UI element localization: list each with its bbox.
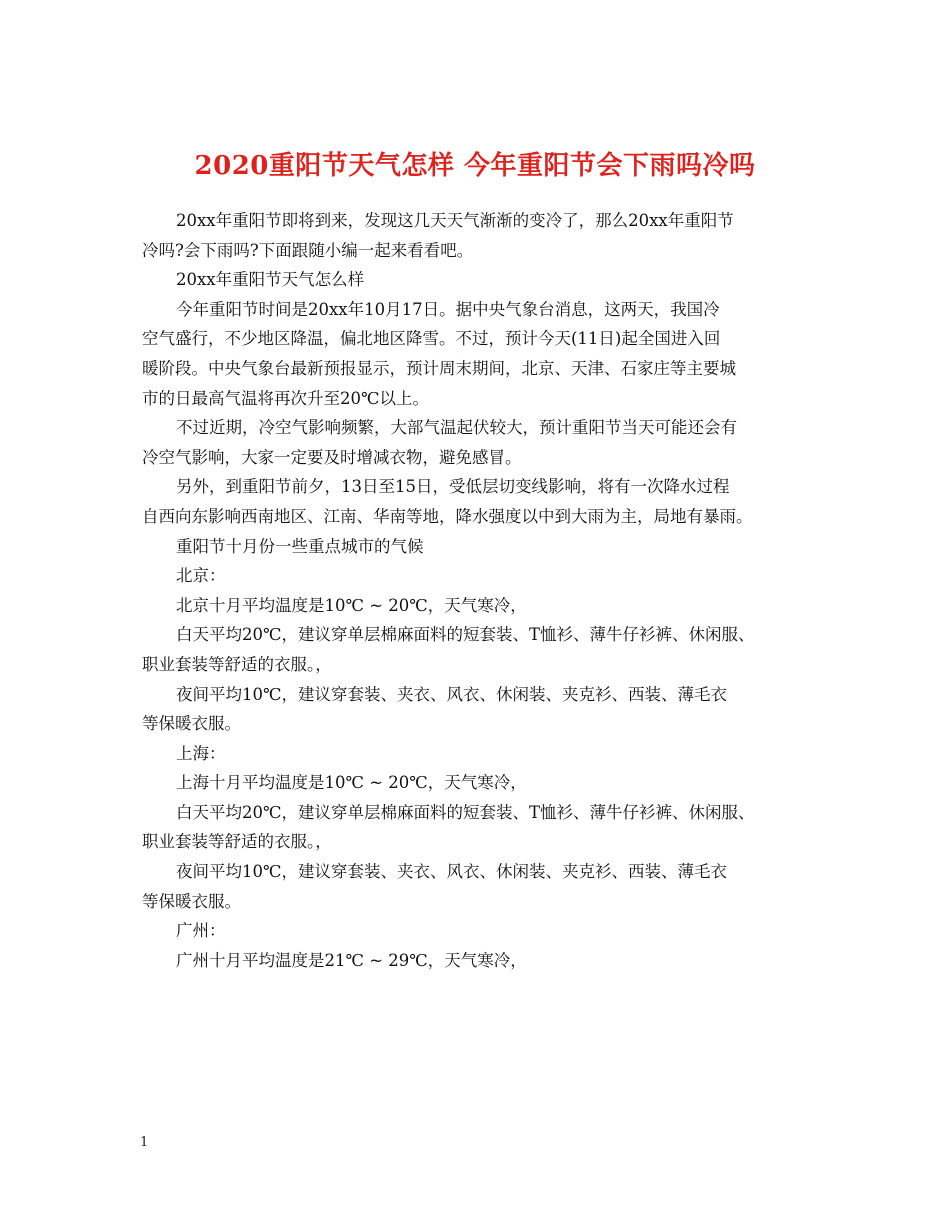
body-line: 冷空气影响，大家一定要及时增减衣物，避免感冒。 (142, 447, 522, 467)
body-line: 空气盛行，不少地区降温，偏北地区降雪。不过，预计今天(11日)起全国进入回 (142, 329, 721, 349)
body-line: 夜间平均10℃，建议穿套装、夹衣、风衣、休闲装、夹克衫、西装、薄毛衣 (176, 684, 727, 704)
body-line: 等保暖衣服。 (142, 714, 241, 734)
body-line: 上海十月平均温度是10℃ ~ 20℃，天气寒冷， (176, 773, 527, 793)
body-line: 今年重阳节时间是20xx年10月17日。据中央气象台消息，这两天，我国冷 (176, 299, 720, 319)
body-line: 市的日最高气温将再次升至20℃以上。 (142, 388, 429, 408)
body-line: 自西向东影响西南地区、江南、华南等地，降水强度以中到大雨为主，局地有暴雨。 (142, 506, 753, 526)
body-line: 重阳节十月份一些重点城市的气候 (176, 536, 424, 556)
body-line: 20xx年重阳节天气怎么样 (176, 270, 365, 290)
body-line: 冷吗?会下雨吗?下面跟随小编一起来看看吧。 (142, 240, 474, 260)
body-line: 白天平均20℃，建议穿单层棉麻面料的短套装、T恤衫、薄牛仔衫裤、休闲服、 (176, 802, 755, 822)
document-body (142, 206, 822, 975)
body-line: 广州十月平均温度是21℃ ~ 29℃，天气寒冷， (176, 950, 527, 970)
page-number: 1 (140, 1135, 149, 1150)
body-line: 另外，到重阳节前夕，13日至15日，受低层切变线影响，将有一次降水过程 (176, 477, 730, 497)
body-line: 职业套装等舒适的衣服。， (142, 654, 332, 674)
body-line: 20xx年重阳节即将到来，发现这几天天气渐渐的变冷了，那么20xx年重阳节 (176, 211, 734, 230)
document-title: 2020重阳节天气怎样 今年重阳节会下雨吗冷吗 (194, 151, 756, 182)
body-line: 夜间平均10℃，建议穿套装、夹衣、风衣、休闲装、夹克衫、西装、薄毛衣 (176, 862, 727, 882)
body-line: 职业套装等舒适的衣服。， (142, 832, 332, 852)
body-line: 暖阶段。中央气象台最新预报显示，预计周末期间，北京、天津、石家庄等主要城 (142, 358, 736, 378)
body-line: 上海： (176, 743, 226, 763)
body-line: 北京十月平均温度是10℃ ~ 20℃，天气寒冷， (176, 595, 527, 615)
body-line: 不过近期，冷空气影响频繁，大部气温起伏较大，预计重阳节当天可能还会有 (176, 418, 737, 438)
body-line: 北京： (176, 566, 226, 586)
body-line: 广州： (176, 921, 226, 941)
body-line: 白天平均20℃，建议穿单层棉麻面料的短套装、T恤衫、薄牛仔衫裤、休闲服、 (176, 625, 755, 645)
body-line: 等保暖衣服。 (142, 891, 241, 911)
